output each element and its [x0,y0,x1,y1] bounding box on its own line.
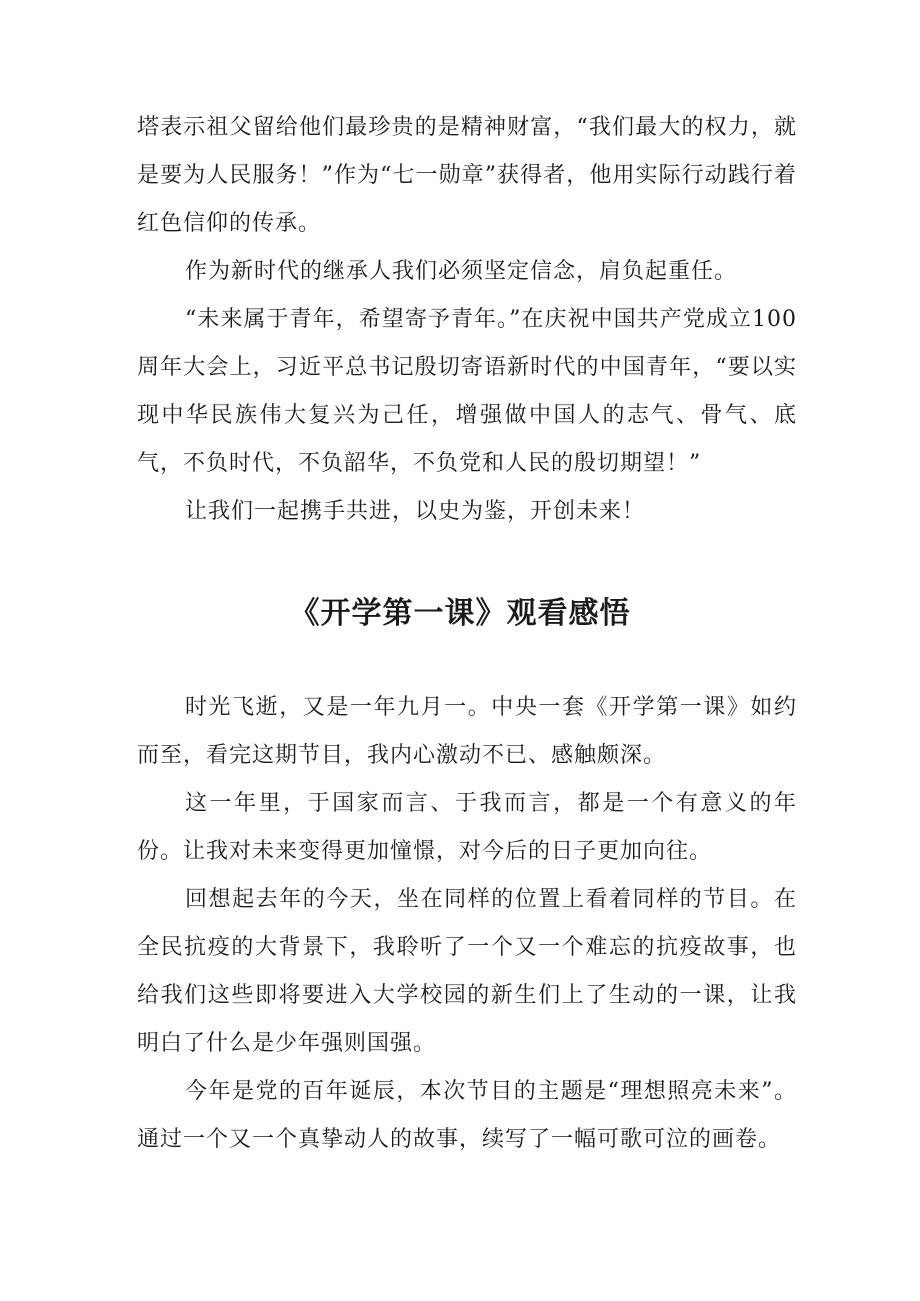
paragraph: “未来属于青年，希望寄予青年。”在庆祝中国共产党成立100周年大会上，习近平总书记殷切寄语新时代的中国青年，“要以实现中华民族伟大复兴为己任，增强做中国人的志气、骨气、底气，不负时代，不负韶华，不负党和人民的殷切期望！” [137,307,797,476]
paragraph: 今年是党的百年诞辰，本次节目的主题是“理想照亮未来”。通过一个又一个真挚动人的故事，续写了一幅可歌可泣的画卷。 [137,1079,797,1152]
paragraph: 时光飞逝，又是一年九月一。中央一套《开学第一课》如约而至，看完这期节目，我内心激动不已、感触颇深。 [137,695,797,768]
paragraph: 作为新时代的继承人我们必须坚定信念，肩负起重任。 [185,259,738,284]
section-title: 《开学第一课》观看感悟 [289,596,631,631]
paragraph: 这一年里，于国家而言、于我而言，都是一个有意义的年份。让我对未来变得更加憧憬，对今后的日子更加向往。 [137,791,797,864]
paragraph: 回想起去年的今天，坐在同样的位置上看着同样的节目。在全民抗疫的大背景下，我聆听了一个又一个难忘的抗疫故事，也给我们这些即将要进入大学校园的新生们上了生动的一课，让我明白了什么是少年强则国强。 [137,887,797,1056]
paragraph-continued: 塔表示祖父留给他们最珍贵的是精神财富，“我们最大的权力，就是要为人民服务！”作为“七一勋章”获得者，他用实际行动践行着红色信仰的传承。 [137,115,797,236]
paragraph: 让我们一起携手共进，以史为鉴，开创未来！ [185,499,646,524]
